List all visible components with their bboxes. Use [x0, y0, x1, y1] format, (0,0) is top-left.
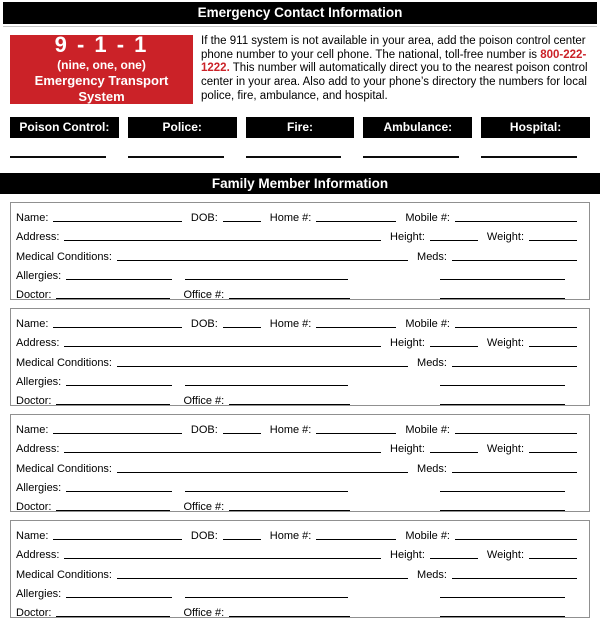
office-number-label: Office #:: [183, 500, 225, 512]
member-row-address: [16, 543, 577, 562]
height-label: Height:: [390, 443, 425, 456]
medical-conditions-line[interactable]: [117, 472, 408, 473]
allergies-label: Allergies:: [16, 269, 62, 282]
poison-control-paragraph: [201, 35, 590, 104]
member-row-medical: [16, 244, 577, 263]
weight-line[interactable]: [529, 346, 577, 347]
contact-label-row: [10, 117, 590, 138]
name-line[interactable]: [53, 327, 181, 328]
family-member-list: [10, 202, 590, 618]
allergies-line[interactable]: [66, 385, 172, 386]
medical-conditions-label: Medical Conditions:: [16, 356, 112, 369]
doctor-line[interactable]: [56, 404, 170, 405]
family-member-block: [10, 414, 590, 512]
mobile-number-label: Mobile #:: [405, 424, 450, 437]
paragraph-text-after: This number will automatically direct you to the nearest poison control center in your area. Also add to your phone’s directory the numbers for local police, fire, ambulance, and hospital.: [201, 62, 588, 102]
mobile-number-label: Mobile #:: [405, 530, 450, 543]
doctor-line[interactable]: [56, 510, 170, 511]
paragraph-text-before: If the 911 system is not available in your area, add the poison control center phone number to your cell phone. The national, toll-free number is: [201, 35, 586, 61]
home-number-line[interactable]: [316, 433, 396, 434]
medical-conditions-line[interactable]: [117, 578, 408, 579]
allergies-label: Allergies:: [16, 587, 62, 600]
medical-conditions-label: Medical Conditions:: [16, 462, 112, 475]
page-title: Emergency Contact Information: [197, 5, 403, 20]
height-line[interactable]: [430, 240, 478, 241]
weight-line[interactable]: [529, 452, 577, 453]
contact-write-line-police[interactable]: [128, 156, 224, 158]
name-line[interactable]: [53, 433, 181, 434]
member-row-name: [16, 312, 577, 331]
contact-label-box-hospital: Hospital:: [481, 117, 590, 138]
meds-line[interactable]: [452, 260, 577, 261]
family-member-block: [10, 520, 590, 618]
office-number-line[interactable]: [229, 404, 350, 405]
office-number-label: Office #:: [183, 288, 225, 300]
intro-section: [10, 32, 590, 104]
mobile-number-line[interactable]: [455, 539, 577, 540]
allergies-extra-line[interactable]: [185, 491, 348, 492]
home-number-line[interactable]: [316, 221, 396, 222]
meds-label: Meds:: [417, 356, 447, 369]
allergies-line[interactable]: [66, 491, 172, 492]
weight-label: Weight:: [486, 443, 524, 456]
member-row-allergies: [16, 476, 577, 495]
family-section-title: Family Member Information: [211, 176, 389, 191]
meds-line[interactable]: [452, 366, 577, 367]
family-section-bar: [0, 173, 600, 194]
name-label: Name:: [16, 530, 49, 543]
doctor-label: Doctor:: [16, 288, 52, 300]
member-row-medical: [16, 562, 577, 581]
member-row-doctor: [16, 495, 577, 512]
mobile-number-line[interactable]: [455, 221, 577, 222]
address-label: Address:: [16, 337, 60, 350]
medical-conditions-label: Medical Conditions:: [16, 568, 112, 581]
member-row-doctor: [16, 389, 577, 406]
contact-write-line-ambulance[interactable]: [363, 156, 459, 158]
contact-line-cell-fire: [246, 156, 355, 158]
meds-extra-line-1[interactable]: [440, 385, 565, 386]
contact-line-cell-hospital: [481, 156, 590, 158]
top-title-bar: [3, 2, 597, 24]
dob-line[interactable]: [223, 539, 261, 540]
dob-label: DOB:: [190, 318, 218, 331]
allergies-extra-line[interactable]: [185, 385, 348, 386]
address-label: Address:: [16, 549, 60, 562]
address-line[interactable]: [64, 558, 381, 559]
poison-control-phone-number: 800-222-1222.: [201, 48, 587, 75]
weight-label: Weight:: [486, 337, 524, 350]
weight-label: Weight:: [486, 231, 524, 244]
nine-one-one-words: (nine, one, one): [57, 58, 146, 72]
contact-label-box-fire: Fire:: [246, 117, 355, 138]
name-line[interactable]: [53, 539, 181, 540]
meds-extra-line-2[interactable]: [440, 510, 565, 511]
home-number-label: Home #:: [269, 318, 312, 331]
home-number-label: Home #:: [269, 212, 312, 225]
member-row-allergies: [16, 264, 577, 283]
contact-write-line-fire[interactable]: [246, 156, 342, 158]
member-row-name: [16, 206, 577, 225]
member-row-address: [16, 437, 577, 456]
weight-label: Weight:: [486, 549, 524, 562]
meds-extra-line-1[interactable]: [440, 279, 565, 280]
meds-extra-line-2[interactable]: [440, 404, 565, 405]
contact-line-cell-ambulance: [363, 156, 472, 158]
height-label: Height:: [390, 549, 425, 562]
contact-line-cell-police: [128, 156, 237, 158]
family-member-block: [10, 308, 590, 406]
meds-label: Meds:: [417, 250, 447, 263]
office-number-line[interactable]: [229, 298, 350, 299]
contact-label-box-police: Police:: [128, 117, 237, 138]
weight-line[interactable]: [529, 558, 577, 559]
home-number-line[interactable]: [316, 539, 396, 540]
mobile-number-line[interactable]: [455, 327, 577, 328]
meds-extra-line-2[interactable]: [440, 298, 565, 299]
family-member-block: [10, 202, 590, 300]
weight-line[interactable]: [529, 240, 577, 241]
medical-conditions-label: Medical Conditions:: [16, 250, 112, 263]
dob-line[interactable]: [223, 327, 261, 328]
height-label: Height:: [390, 337, 425, 350]
height-line[interactable]: [430, 452, 478, 453]
member-row-address: [16, 331, 577, 350]
name-label: Name:: [16, 318, 49, 331]
meds-extra-line-1[interactable]: [440, 597, 565, 598]
meds-line[interactable]: [452, 578, 577, 579]
emergency-911-box: [10, 32, 193, 104]
address-label: Address:: [16, 443, 60, 456]
dob-label: DOB:: [190, 530, 218, 543]
contact-line-cell-poison-control: [10, 156, 119, 158]
name-label: Name:: [16, 424, 49, 437]
contact-write-line-poison-control[interactable]: [10, 156, 106, 158]
meds-label: Meds:: [417, 568, 447, 581]
member-row-name: [16, 418, 577, 437]
address-line[interactable]: [64, 346, 381, 347]
allergies-extra-line[interactable]: [185, 597, 348, 598]
contact-write-line-row: [10, 156, 590, 158]
name-label: Name:: [16, 212, 49, 225]
dob-label: DOB:: [190, 212, 218, 225]
office-number-label: Office #:: [183, 394, 225, 406]
dob-line[interactable]: [223, 221, 261, 222]
height-line[interactable]: [430, 558, 478, 559]
nine-one-one-number: 9 - 1 - 1: [54, 32, 149, 57]
meds-label: Meds:: [417, 462, 447, 475]
mobile-number-label: Mobile #:: [405, 212, 450, 225]
mobile-number-line[interactable]: [455, 433, 577, 434]
medical-conditions-line[interactable]: [117, 260, 408, 261]
mobile-number-label: Mobile #:: [405, 318, 450, 331]
office-number-line[interactable]: [229, 616, 350, 617]
member-row-allergies: [16, 582, 577, 601]
office-number-label: Office #:: [183, 606, 225, 618]
office-number-line[interactable]: [229, 510, 350, 511]
header-divider: [3, 26, 597, 27]
member-row-medical: [16, 350, 577, 369]
dob-line[interactable]: [223, 433, 261, 434]
allergies-extra-line[interactable]: [185, 279, 348, 280]
emergency-transport-label: Emergency Transport System: [34, 73, 169, 104]
doctor-line[interactable]: [56, 616, 170, 617]
member-row-medical: [16, 456, 577, 475]
member-row-allergies: [16, 370, 577, 389]
member-row-doctor: [16, 601, 577, 618]
address-label: Address:: [16, 231, 60, 244]
meds-extra-line-1[interactable]: [440, 491, 565, 492]
doctor-label: Doctor:: [16, 394, 52, 406]
member-row-address: [16, 225, 577, 244]
address-line[interactable]: [64, 240, 381, 241]
doctor-label: Doctor:: [16, 606, 52, 618]
meds-extra-line-2[interactable]: [440, 616, 565, 617]
height-line[interactable]: [430, 346, 478, 347]
contact-label-box-ambulance: Ambulance:: [363, 117, 472, 138]
medical-conditions-line[interactable]: [117, 366, 408, 367]
member-row-name: [16, 524, 577, 543]
contact-label-box-poison-control: Poison Control:: [10, 117, 119, 138]
name-line[interactable]: [53, 221, 181, 222]
doctor-line[interactable]: [56, 298, 170, 299]
doctor-label: Doctor:: [16, 500, 52, 512]
home-number-line[interactable]: [316, 327, 396, 328]
height-label: Height:: [390, 231, 425, 244]
home-number-label: Home #:: [269, 424, 312, 437]
allergies-line[interactable]: [66, 279, 172, 280]
allergies-line[interactable]: [66, 597, 172, 598]
meds-line[interactable]: [452, 472, 577, 473]
contact-write-line-hospital[interactable]: [481, 156, 577, 158]
member-row-doctor: [16, 283, 577, 300]
allergies-label: Allergies:: [16, 375, 62, 388]
allergies-label: Allergies:: [16, 481, 62, 494]
home-number-label: Home #:: [269, 530, 312, 543]
dob-label: DOB:: [190, 424, 218, 437]
address-line[interactable]: [64, 452, 381, 453]
